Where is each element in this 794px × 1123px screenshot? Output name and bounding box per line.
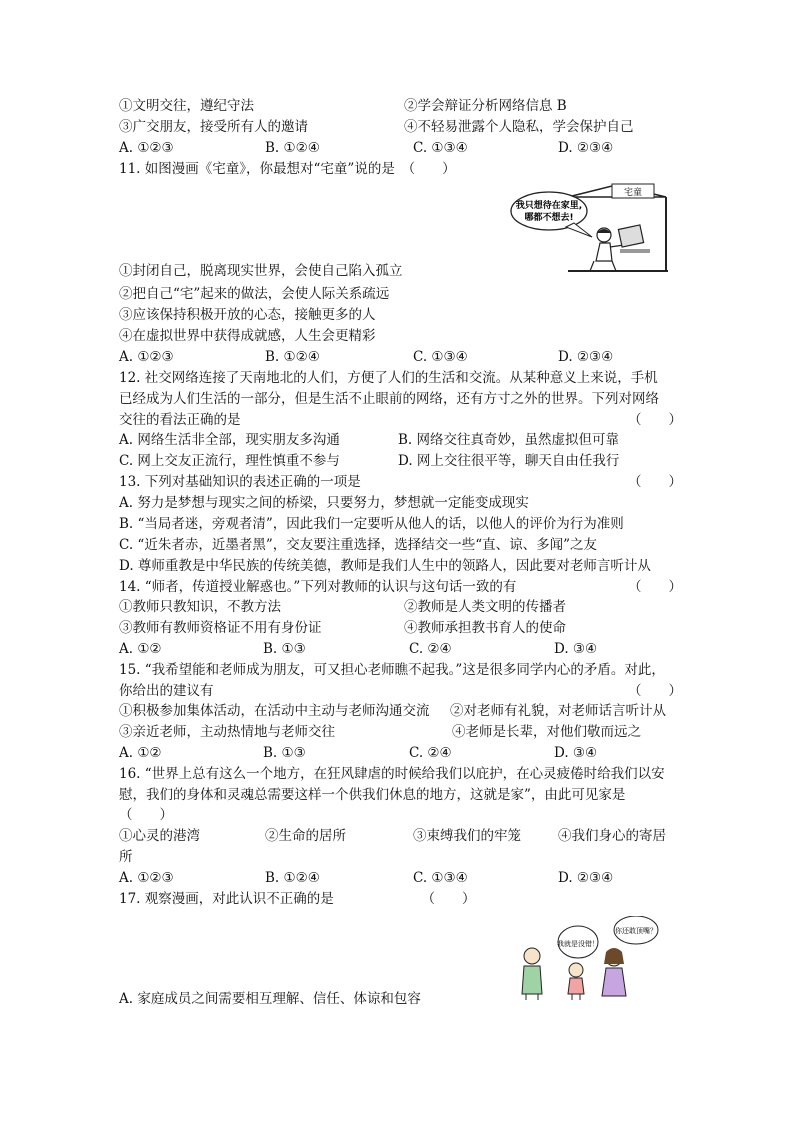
q16-choice-c: C. ①③④ bbox=[413, 870, 468, 886]
q16-choice-a: A. ①②③ bbox=[119, 870, 174, 886]
q14-option-1: ①教师只教知识，不教方法 bbox=[119, 599, 281, 615]
q13-answer-bracket: （ ） bbox=[628, 474, 682, 490]
q15-choice-d: D. ③④ bbox=[554, 745, 598, 761]
q13-stem: 13. 下列对基础知识的表述正确的一项是 bbox=[119, 474, 361, 490]
comic-sign-text: 宅童 bbox=[623, 188, 643, 198]
q15-choice-c: C. ②④ bbox=[409, 745, 452, 761]
q14-choice-b: B. ①③ bbox=[263, 641, 306, 657]
q11-choice-d: D. ②③④ bbox=[558, 349, 614, 365]
q16-stem-line-1: 16. “世界上总有这么一个地方，在狂风肆虐的时候给我们以庇护，在心灵疲倦时给我们以安 bbox=[119, 766, 665, 782]
comic-bubble-line-2: 哪都不想去! bbox=[524, 213, 574, 223]
q15-choice-a: A. ①② bbox=[119, 745, 162, 761]
q14-option-2: ②教师是人类文明的传播者 bbox=[404, 599, 566, 615]
q16-choice-d: D. ②③④ bbox=[558, 870, 614, 886]
q15-answer-bracket: （ ） bbox=[628, 683, 682, 699]
q12-choice-c: C. 网上交友正流行，理性慎重不参与 bbox=[119, 453, 340, 469]
q12-choice-a: A. 网络生活非全部，现实朋友多沟通 bbox=[119, 432, 340, 448]
q12-stem-line-2: 已经成为人们生活的一部分，但是生活不止眼前的网络，还有方寸之外的世界。下列对网络 bbox=[119, 391, 659, 407]
q14-option-4: ④教师承担教书育人的使命 bbox=[404, 620, 566, 636]
q13-choice-b: B. “当局者迷，旁观者清”，因此我们一定要听从他人的话，以他人的评价为行为准则 bbox=[119, 516, 624, 532]
q15-choice-b: B. ①③ bbox=[263, 745, 306, 761]
q13-choice-d: D. 尊师重教是中华民族的传统美德，教师是我们人生中的领路人，因此要对老师言听计从 bbox=[119, 558, 651, 574]
q12-stem-line-3: 交往的看法正确的是 bbox=[119, 412, 241, 428]
q10-choice-c: C. ①③④ bbox=[413, 140, 468, 156]
q15-stem-line-1: 15. “我希望能和老师成为朋友，可又担心老师瞧不起我。”这是很多同学内心的矛盾。对此， bbox=[119, 662, 665, 678]
q15-stem-line-2: 你给出的建议有 bbox=[119, 683, 214, 699]
q11-choice-b: B. ①②④ bbox=[265, 349, 320, 365]
q10-choice-d: D. ②③④ bbox=[558, 140, 614, 156]
q12-answer-bracket: （ ） bbox=[628, 412, 682, 428]
q11-option-4: ④在虚拟世界中获得成就感，人生会更精彩 bbox=[119, 328, 376, 344]
q14-stem: 14. “师者，传道授业解惑也。”下列对教师的认识与这句话一致的有 bbox=[119, 579, 517, 595]
comic-mother-bubble-text: 你还敢顶嘴？ bbox=[615, 927, 657, 935]
q14-choice-a: A. ①② bbox=[119, 641, 162, 657]
q11-option-3: ③应该保持积极开放的心态，接触更多的人 bbox=[119, 307, 376, 323]
q16-option-4: ④我们身心的寄居 bbox=[558, 828, 666, 844]
q12-choice-d: D. 网上交往很平等，聊天自由任我行 bbox=[398, 453, 620, 469]
q16-answer-bracket: （ ） bbox=[119, 807, 173, 823]
q11-option-1: ①封闭自己，脱离现实世界，会使自己陷入孤立 bbox=[119, 263, 403, 279]
q17-stem: 17. 观察漫画，对此认识不正确的是 （ ） bbox=[119, 891, 476, 907]
q15-option-2: ②对老师有礼貌，对老师话言听计从 bbox=[450, 703, 666, 719]
comic-bubble-line-1: 我只想待在家里, bbox=[515, 201, 583, 211]
q12-stem-line-1: 12. 社交网络连接了天南地北的人们，方便了人们的生活和交流。从某种意义上来说，手机 bbox=[119, 370, 658, 386]
q11-choice-c: C. ①③④ bbox=[413, 349, 468, 365]
q11-stem: 11. 如图漫画《宅童》，你最想对“宅童”说的是 （ ） bbox=[119, 161, 456, 177]
q16-stem-line-2: 慰，我们的身体和灵魂总需要这样一个供我们休息的地方，这就是家”，由此可见家是 bbox=[119, 787, 626, 803]
q10-option-2: ②学会辩证分析网络信息 B bbox=[404, 98, 567, 114]
q10-choice-a: A. ①②③ bbox=[119, 140, 174, 156]
q16-choice-b: B. ①②④ bbox=[265, 870, 320, 886]
family-argument-comic bbox=[518, 916, 660, 1000]
q13-choice-c: C. “近朱者赤，近墨者黑”，交友要注重选择，选择结交一些“直、谅、多闻”之友 bbox=[119, 537, 598, 553]
q11-option-2: ②把自己“宅”起来的做法，会使人际关系疏远 bbox=[119, 286, 390, 302]
q14-choice-c: C. ②④ bbox=[409, 641, 452, 657]
q10-option-4: ④不轻易泄露个人隐私，学会保护自己 bbox=[404, 119, 634, 135]
q15-option-1: ①积极参加集体活动，在活动中主动与老师沟通交流 bbox=[119, 703, 430, 719]
q16-option-1: ①心灵的港湾 bbox=[119, 828, 200, 844]
q13-choice-a: A. 努力是梦想与现实之间的桥梁，只要努力，梦想就一定能变成现实 bbox=[119, 495, 529, 511]
q12-choice-b: B. 网络交往真奇妙，虽然虚拟但可靠 bbox=[398, 432, 620, 448]
q11-choice-a: A. ①②③ bbox=[119, 349, 174, 365]
q14-answer-bracket: （ ） bbox=[628, 579, 682, 595]
homebody-comic bbox=[508, 181, 673, 273]
q14-choice-d: D. ③④ bbox=[554, 641, 598, 657]
q15-option-4: ④老师是长辈，对他们敬而远之 bbox=[452, 724, 641, 740]
q15-option-3: ③亲近老师，主动热情地与老师交往 bbox=[119, 724, 335, 740]
q10-option-1: ①文明交往，遵纪守法 bbox=[119, 98, 254, 114]
q16-option-3: ③束缚我们的牢笼 bbox=[413, 828, 521, 844]
q14-option-3: ③教师有教师资格证不用有身份证 bbox=[119, 620, 322, 636]
q10-option-3: ③广交朋友，接受所有人的邀请 bbox=[119, 119, 308, 135]
q16-option-4-continued: 所 bbox=[119, 849, 133, 865]
q16-option-2: ②生命的居所 bbox=[265, 828, 346, 844]
q17-choice-a: A. 家庭成员之间需要相互理解、信任、体谅和包容 bbox=[119, 991, 421, 1007]
comic-child-bubble-text: 我就是没错！ bbox=[557, 940, 599, 948]
q10-choice-b: B. ①②④ bbox=[265, 140, 320, 156]
